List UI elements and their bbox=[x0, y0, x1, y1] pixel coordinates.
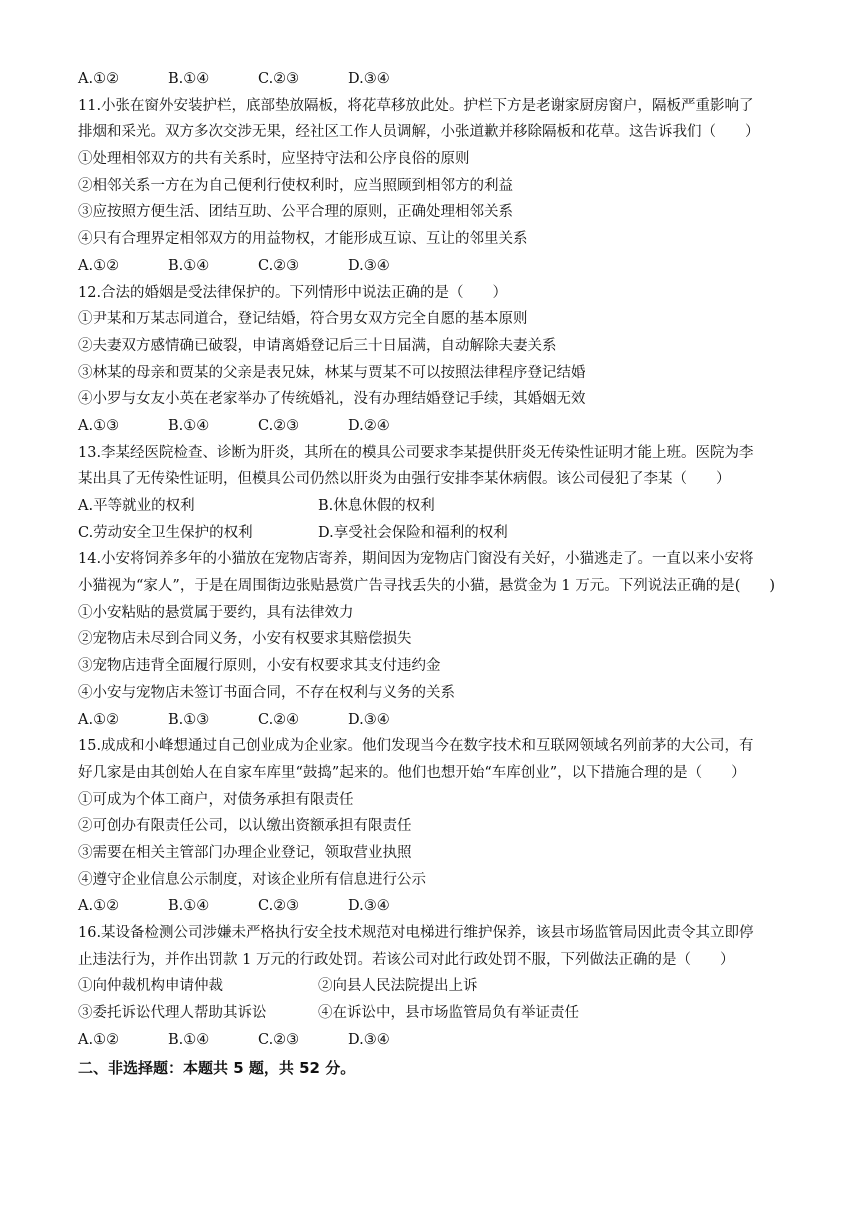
option-a: A.①② bbox=[78, 71, 120, 87]
q10-options bbox=[78, 66, 788, 93]
q16-stem-line-2: 止违法行为，并作出罚款 1 万元的行政处罚。若该公司对此行政处罚不服，下列做法正确的是（ ） bbox=[78, 951, 735, 968]
q16-items-row-2 bbox=[78, 1000, 788, 1027]
option-b: B.休息休假的权利 bbox=[318, 498, 435, 514]
q11-stem-line-1: 11.小张在窗外安装护栏，底部垫放隔板，将花草移放此处。护栏下方是老谢家厨房窗户，隔板严重影响了 bbox=[78, 97, 754, 114]
option-b: B.①④ bbox=[168, 898, 210, 915]
option-b: B.①④ bbox=[168, 71, 210, 87]
q14-item-4: ④小安与宠物店未签订书面合同，不存在权利与义务的关系 bbox=[78, 684, 455, 701]
q11-item-4: ④只有合理界定相邻双方的用益物权，才能形成互谅、互让的邻里关系 bbox=[78, 231, 528, 248]
q12-item-1: ①尹某和万某志同道合，登记结婚，符合男女双方完全自愿的基本原则 bbox=[78, 311, 528, 328]
q12-item-2: ②夫妻双方感情确已破裂，申请离婚登记后三十日届满，自动解除夫妻关系 bbox=[78, 337, 557, 354]
q13-stem-line-2: 某出具了无传染性证明，但模具公司仍然以肝炎为由强行安排李某休病假。该公司侵犯了李某（ ） bbox=[78, 471, 731, 488]
q14-stem-line-2: 小猫视为“家人”，于是在周围街边张贴悬赏广告寻找丢失的小猫，悬赏金为 1 万元。下列说法正确的是( ) bbox=[78, 578, 776, 595]
q12-item-3: ③林某的母亲和贾某的父亲是表兄妹，林某与贾某不可以按照法律程序登记结婚 bbox=[78, 364, 586, 381]
q16-options bbox=[78, 1027, 788, 1054]
q16-item-4: ④在诉讼中，县市场监管局负有举证责任 bbox=[318, 1005, 579, 1022]
option-a: A.①③ bbox=[78, 417, 120, 434]
option-a: A.①② bbox=[78, 711, 120, 728]
q15-stem-line-2: 好几家是由其创始人在自家车库里“鼓捣”起来的。他们也想开始“车库创业”，以下措施合理的是（ ） bbox=[78, 764, 746, 781]
q14-options bbox=[78, 707, 788, 734]
option-c: C.劳动安全卫生保护的权利 bbox=[78, 524, 253, 541]
q14-item-1: ①小安粘贴的悬赏属于要约，具有法律效力 bbox=[78, 604, 354, 621]
option-a: A.①② bbox=[78, 1031, 120, 1048]
option-d: D.②④ bbox=[348, 417, 390, 434]
q15-item-2: ②可创办有限责任公司，以认缴出资额承担有限责任 bbox=[78, 818, 412, 835]
option-b: B.①③ bbox=[168, 711, 210, 728]
option-b: B.①④ bbox=[168, 417, 210, 434]
option-c: C.②③ bbox=[258, 257, 300, 274]
q16-item-2: ②向县人民法院提出上诉 bbox=[318, 978, 478, 995]
option-b: B.①④ bbox=[168, 1031, 210, 1048]
q16-item-3: ③委托诉讼代理人帮助其诉讼 bbox=[78, 1005, 267, 1022]
option-d: D.享受社会保险和福利的权利 bbox=[318, 524, 508, 541]
option-c: C.②③ bbox=[258, 898, 300, 915]
option-c: C.②③ bbox=[258, 417, 300, 434]
option-c: C.②③ bbox=[258, 1031, 300, 1048]
q15-item-3: ③需要在相关主管部门办理企业登记，领取营业执照 bbox=[78, 844, 412, 861]
q15-stem-line-1: 15.成成和小峰想通过自己创业成为企业家。他们发现当今在数字技术和互联网领域名列前茅的大公司，有 bbox=[78, 738, 754, 755]
q11-options bbox=[78, 253, 788, 280]
q12-item-4: ④小罗与女友小英在老家举办了传统婚礼，没有办理结婚登记手续，其婚姻无效 bbox=[78, 391, 586, 408]
option-d: D.③④ bbox=[348, 71, 390, 87]
exam-page bbox=[78, 66, 788, 1082]
q15-options bbox=[78, 893, 788, 920]
section-heading: 二、非选择题：本题共 5 题，共 52 分。 bbox=[78, 1059, 356, 1078]
option-a: A.平等就业的权利 bbox=[78, 498, 195, 514]
q16-items-row-1 bbox=[78, 973, 788, 1000]
q13-options-row-2 bbox=[78, 520, 788, 547]
option-a: A.①② bbox=[78, 898, 120, 915]
option-c: C.②④ bbox=[258, 711, 300, 728]
q11-item-2: ②相邻关系一方在为自己便利行使权利时，应当照顾到相邻方的利益 bbox=[78, 177, 513, 194]
option-a: A.①② bbox=[78, 257, 120, 274]
option-d: D.③④ bbox=[348, 898, 390, 915]
q14-stem-line-1: 14.小安将饲养多年的小猫放在宠物店寄养，期间因为宠物店门窗没有关好，小猫逃走了。一直以来小安将 bbox=[78, 551, 754, 568]
q15-item-1: ①可成为个体工商户，对债务承担有限责任 bbox=[78, 791, 354, 808]
q12-stem-line-1: 12.合法的婚姻是受法律保护的。下列情形中说法正确的是（ ） bbox=[78, 284, 508, 301]
q11-stem-line-2: 排烟和采光。双方多次交涉无果，经社区工作人员调解，小张道歉并移除隔板和花草。这告诉我们（ ） bbox=[78, 124, 760, 141]
option-d: D.③④ bbox=[348, 1031, 390, 1048]
q14-item-2: ②宠物店未尽到合同义务，小安有权要求其赔偿损失 bbox=[78, 631, 412, 648]
option-d: D.③④ bbox=[348, 711, 390, 728]
q14-item-3: ③宠物店违背全面履行原则，小安有权要求其支付违约金 bbox=[78, 658, 441, 675]
option-b: B.①④ bbox=[168, 257, 210, 274]
option-c: C.②③ bbox=[258, 71, 300, 87]
q13-stem-line-1: 13.李某经医院检查、诊断为肝炎，其所在的模具公司要求李某提供肝炎无传染性证明才能上班。医院为李 bbox=[78, 444, 754, 461]
q13-options-row-1 bbox=[78, 493, 788, 520]
q12-options bbox=[78, 413, 788, 440]
q16-stem-line-1: 16.某设备检测公司涉嫌未严格执行安全技术规范对电梯进行维护保养，该县市场监管局因此责令其立即停 bbox=[78, 925, 754, 941]
option-d: D.③④ bbox=[348, 257, 390, 274]
q11-item-3: ③应按照方便生活、团结互助、公平合理的原则，正确处理相邻关系 bbox=[78, 204, 513, 221]
q15-item-4: ④遵守企业信息公示制度，对该企业所有信息进行公示 bbox=[78, 871, 426, 888]
q16-item-1: ①向仲裁机构申请仲裁 bbox=[78, 978, 223, 995]
q11-item-1: ①处理相邻双方的共有关系时，应坚持守法和公序良俗的原则 bbox=[78, 151, 470, 168]
